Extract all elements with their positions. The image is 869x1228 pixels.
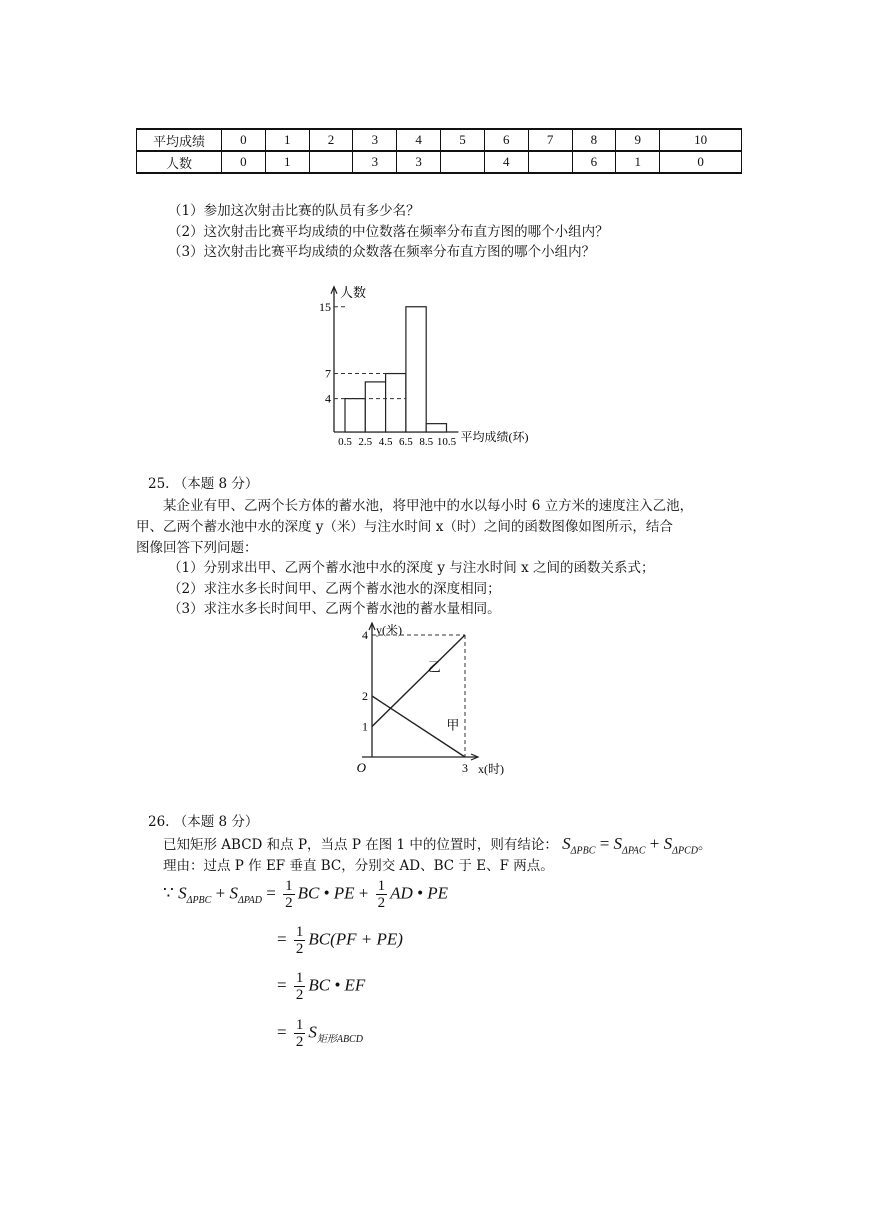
- q26-para1-text: 已知矩形 ABCD 和点 P，当点 P 在图 1 中的位置时，则有结论：: [163, 837, 558, 853]
- y-tick-label: 15: [319, 299, 331, 314]
- numerator: 1: [285, 878, 293, 894]
- x-tick-label: 2.5: [358, 436, 373, 448]
- denominator: 2: [377, 895, 386, 911]
- derivation-line-4: [277, 1017, 363, 1050]
- y-tick-label: 4: [325, 391, 331, 406]
- x-tick-label: 4.5: [378, 436, 393, 448]
- derivation-line-3: [277, 970, 365, 1003]
- numerator: 1: [295, 970, 304, 986]
- numerator: 1: [295, 924, 304, 940]
- y-tick-label: 7: [325, 366, 331, 381]
- equals-sign: =: [266, 883, 276, 903]
- table-cell: 2: [309, 129, 353, 151]
- area-symbol: S: [178, 883, 187, 903]
- denominator: 2: [295, 987, 304, 1003]
- area-symbol: S: [613, 834, 623, 853]
- x-tick-label: 8.5: [419, 436, 434, 448]
- numerator: 1: [377, 878, 386, 894]
- equals-sign: =: [277, 929, 287, 949]
- histogram-bar: [426, 424, 446, 432]
- table-cell: 4: [397, 129, 441, 151]
- plus-sign: +: [358, 883, 369, 903]
- q25-sub1: （1）分别求出甲、乙两个蓄水池中水的深度 y 与注水时间 x 之间的函数关系式；: [168, 560, 655, 576]
- table-cell: 0: [222, 129, 266, 151]
- table-cell: 6: [572, 151, 616, 173]
- table-cell: [309, 151, 353, 173]
- y-tick-label: 2: [362, 689, 368, 703]
- subscript-rect: 矩形ABCD: [316, 1033, 363, 1045]
- x-tick-label: 3: [462, 761, 468, 775]
- derivation-line-1: [163, 878, 448, 911]
- table-cell: 10: [660, 129, 742, 151]
- q24-sub3: （3）这次射击比赛平均成绩的众数落在频率分布直方图的哪个小组内？: [168, 244, 596, 260]
- q24-sub2: （2）这次射击比赛平均成绩的中位数落在频率分布直方图的哪个小组内？: [168, 224, 609, 240]
- y-tick-label: 1: [362, 719, 368, 734]
- q25-para3: 图像回答下列问题：: [136, 540, 258, 556]
- x-axis-label: x(时): [478, 762, 504, 776]
- q25-sub2: （2）求注水多长时间甲、乙两个蓄水池水的深度相同；: [168, 581, 501, 597]
- series-label: 乙: [427, 659, 441, 675]
- table-cell: 5: [441, 129, 485, 151]
- x-tick-label: 10.5: [436, 436, 457, 448]
- conclusion-formula: [562, 834, 698, 857]
- table-cell: 0: [660, 151, 742, 173]
- histogram-bar: [345, 399, 365, 432]
- area-symbol: S: [229, 883, 238, 903]
- table-cell: 1: [265, 151, 309, 173]
- table-row: [137, 151, 742, 173]
- term-ad-pe: AD • PE: [390, 883, 448, 903]
- q25-header: 25. （本题 8 分）: [148, 476, 259, 492]
- subscript-pac: ΔPAC: [622, 845, 646, 857]
- subscript-pbc: ΔPBC: [570, 845, 596, 857]
- q26-header: 26. （本题 8 分）: [148, 814, 259, 830]
- histogram-chart: [300, 270, 570, 450]
- table-cell: 7: [528, 129, 572, 151]
- x-tick-label: 6.5: [399, 436, 413, 448]
- denominator: 2: [295, 941, 304, 957]
- table-cell: 1: [616, 151, 660, 173]
- histogram-bar: [406, 307, 426, 432]
- equals-sign: =: [277, 975, 287, 995]
- score-table: [136, 128, 742, 174]
- term-bc-ef: BC • EF: [308, 975, 366, 995]
- line-chart: [345, 618, 525, 783]
- subscript-pcd: ΔPCD: [672, 845, 698, 857]
- subscript-pbc: ΔPBC: [186, 894, 212, 906]
- fraction-half: [294, 1017, 306, 1050]
- table-row: [137, 129, 742, 151]
- term-bc-pe: BC • PE: [297, 883, 355, 903]
- table-cell: 4: [484, 151, 528, 173]
- table-cell: 3: [397, 151, 441, 173]
- equals-sign: =: [277, 1022, 287, 1042]
- fraction-half: [283, 878, 295, 911]
- derivation-line-2: [277, 924, 403, 957]
- table-cell: 6: [484, 129, 528, 151]
- area-symbol: S: [663, 834, 673, 853]
- fraction-half: [294, 924, 306, 957]
- series-label: 甲: [446, 717, 460, 733]
- origin-label: O: [356, 760, 366, 775]
- series-line: [372, 635, 465, 727]
- period: 。: [697, 837, 712, 853]
- histogram-bar: [365, 382, 385, 432]
- because-symbol: ∵: [163, 883, 174, 903]
- histogram-bar: [386, 374, 406, 432]
- q25-sub3: （3）求注水多长时间甲、乙两个蓄水池的蓄水量相同。: [168, 601, 501, 617]
- table-cell: [528, 151, 572, 173]
- area-symbol: S: [562, 834, 571, 853]
- subscript-pad: ΔPAD: [237, 894, 262, 906]
- row-label: 人数: [137, 151, 222, 173]
- row-label: 平均成绩: [137, 129, 222, 151]
- area-symbol: S: [308, 1022, 317, 1042]
- q25-para1: 某企业有甲、乙两个长方体的蓄水池，将甲池中的水以每小时 6 立方米的速度注入乙池，: [163, 498, 694, 514]
- term-bc-pf-pe: BC(PF + PE): [308, 929, 403, 949]
- y-tick-label: 4: [362, 628, 368, 642]
- plus-sign: +: [649, 834, 660, 853]
- table-cell: 8: [572, 129, 616, 151]
- equals-sign: =: [599, 834, 610, 853]
- y-axis-label: 人数: [340, 284, 367, 300]
- table-cell: [441, 151, 485, 173]
- plus-sign: +: [215, 883, 226, 903]
- x-axis-label: 平均成绩(环): [460, 430, 529, 444]
- fraction-half: [376, 878, 388, 911]
- y-axis-label: y(米): [376, 623, 402, 637]
- denominator: 2: [295, 1034, 304, 1050]
- table-cell: 3: [353, 151, 397, 173]
- table-cell: 1: [265, 129, 309, 151]
- numerator: 1: [295, 1017, 304, 1033]
- table-cell: 3: [353, 129, 397, 151]
- table-cell: 9: [616, 129, 660, 151]
- x-tick-label: 0.5: [338, 436, 352, 448]
- denominator: 2: [285, 895, 293, 911]
- fraction-half: [294, 970, 306, 1003]
- table-cell: 0: [222, 151, 266, 173]
- q25-para2: 甲、乙两个蓄水池中水的深度 y（米）与注水时间 x（时）之间的函数图像如图所示，结合: [136, 519, 673, 535]
- q24-sub1: （1）参加这次射击比赛的队员有多少名？: [168, 203, 420, 219]
- q26-para2: 理由：过点 P 作 EF 垂直 BC，分别交 AD、BC 于 E、F 两点。: [163, 858, 554, 874]
